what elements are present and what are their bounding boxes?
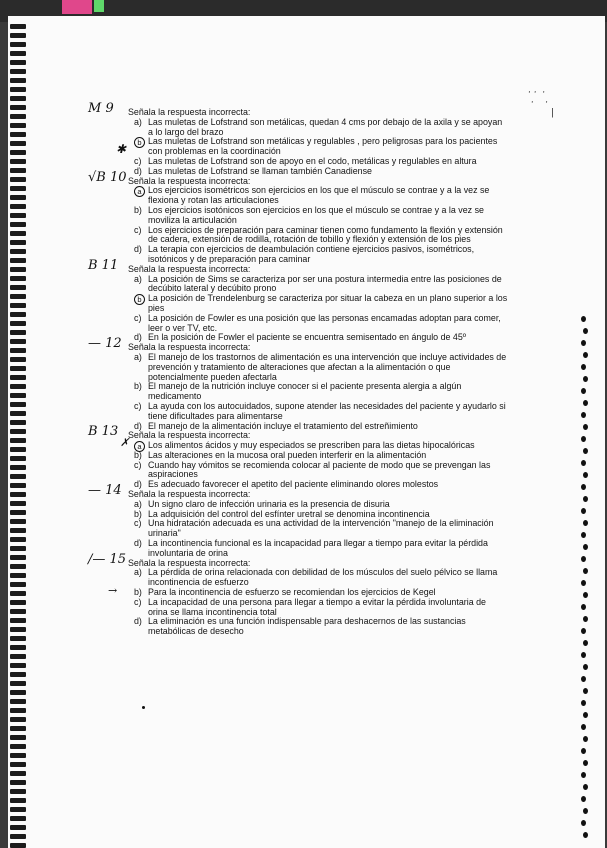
spiral-ring bbox=[10, 672, 26, 677]
option-text: La posición de Trendelenburg se caracteriza por situar la cabeza en un plano superior a los pies bbox=[148, 293, 508, 313]
option-label: d) bbox=[134, 165, 142, 176]
spiral-ring bbox=[10, 114, 26, 119]
option-text: La terapia con ejercicios de deambulación contiene ejercicios pasivos, isométricos, isotónicos y de preparación para caminar bbox=[148, 244, 475, 264]
spiral-ring bbox=[10, 168, 26, 173]
spiral-ring bbox=[10, 780, 26, 785]
spiral-ring bbox=[10, 303, 26, 308]
punch-hole bbox=[583, 784, 588, 790]
punch-hole bbox=[583, 352, 588, 358]
spiral-ring bbox=[10, 438, 26, 443]
punch-hole bbox=[581, 316, 586, 322]
spiral-ring bbox=[10, 366, 26, 371]
pink-tab bbox=[62, 0, 92, 14]
punch-hole bbox=[583, 544, 588, 550]
option-text: El manejo de la alimentación incluye el tratamiento del estreñimiento bbox=[148, 420, 418, 431]
option-text: La pérdida de orina relacionada con debilidad de los músculos del suelo pélvico se llama incontinencia de esfuerzo bbox=[148, 567, 498, 588]
spiral-ring bbox=[10, 555, 26, 560]
option-text: La adquisición del control del esfínter uretral se denomina incontinencia bbox=[148, 508, 430, 519]
punch-hole bbox=[581, 628, 586, 634]
punch-hole bbox=[583, 328, 588, 334]
option-label: c) bbox=[134, 596, 142, 607]
punch-hole bbox=[581, 388, 586, 394]
answer-option bbox=[88, 519, 508, 539]
answer-option bbox=[88, 617, 508, 637]
punch-hole bbox=[581, 556, 586, 562]
spiral-ring bbox=[10, 141, 26, 146]
spiral-ring bbox=[10, 105, 26, 110]
spiral-ring bbox=[10, 330, 26, 335]
answer-option bbox=[88, 137, 508, 157]
spiral-ring bbox=[10, 681, 26, 686]
spiral-ring bbox=[10, 663, 26, 668]
option-text: Las muletas de Lofstrand son de apoyo en el codo, metálicas y regulables en altura bbox=[148, 155, 477, 166]
spiral-ring bbox=[10, 78, 26, 83]
spiral-ring bbox=[10, 60, 26, 65]
option-label: a) bbox=[134, 498, 142, 509]
punch-hole bbox=[583, 400, 588, 406]
spiral-ring bbox=[10, 582, 26, 587]
option-label: a) bbox=[134, 351, 142, 362]
cross-mark-icon: ✗ bbox=[120, 436, 130, 449]
spiral-ring bbox=[10, 600, 26, 605]
punch-hole bbox=[581, 796, 586, 802]
handwritten-question-number: — 12 bbox=[88, 336, 122, 352]
spiral-ring bbox=[10, 258, 26, 263]
punch-hole bbox=[583, 376, 588, 382]
option-text: La eliminación es una función indispensable para deshacernos de las sustancias metabólicas de desecho bbox=[148, 616, 466, 637]
answer-option bbox=[88, 402, 508, 422]
spiral-ring bbox=[10, 645, 26, 650]
spiral-ring bbox=[10, 474, 26, 479]
spiral-ring bbox=[10, 51, 26, 56]
punch-hole bbox=[583, 472, 588, 478]
spiral-ring bbox=[10, 87, 26, 92]
option-text: Las muletas de Lofstrand se llaman también Canadiense bbox=[148, 165, 372, 176]
option-label: a) bbox=[134, 273, 142, 284]
question-block bbox=[88, 551, 508, 637]
spiral-ring bbox=[10, 177, 26, 182]
spiral-ring bbox=[10, 33, 26, 38]
spiral-ring bbox=[10, 294, 26, 299]
answer-option bbox=[88, 461, 508, 481]
option-label: c) bbox=[134, 518, 142, 529]
option-text: Los ejercicios de preparación para caminar tienen como fundamento la flexión y extensión de cadera, extensión de rodilla, rotación de tobillo y flexión y extensión de los pies bbox=[148, 224, 503, 245]
handwritten-question-number: B 13 bbox=[88, 424, 119, 440]
question-stem: Señala la respuesta incorrecta: bbox=[128, 489, 251, 500]
option-text: Los alimentos ácidos y muy especiados se prescriben para las dietas hipocalóricas bbox=[148, 440, 475, 451]
option-text: Las alteraciones en la mucosa oral pueden interferir en la alimentación bbox=[148, 449, 427, 460]
spiral-ring bbox=[10, 357, 26, 362]
spiral-ring bbox=[10, 339, 26, 344]
answer-option bbox=[88, 294, 508, 314]
option-text: Las muletas de Lofstrand son metálicas, quedan 4 cms por debajo de la axila y se apoyan a lo largo del brazo bbox=[148, 116, 503, 137]
spiral-ring bbox=[10, 501, 26, 506]
punch-hole bbox=[581, 532, 586, 538]
punch-hole bbox=[581, 340, 586, 346]
spiral-ring bbox=[10, 771, 26, 776]
answer-option bbox=[88, 186, 508, 206]
spiral-ring bbox=[10, 690, 26, 695]
punch-hole bbox=[581, 820, 586, 826]
option-label: b) bbox=[134, 587, 142, 598]
spiral-ring bbox=[10, 564, 26, 569]
spiral-ring bbox=[10, 447, 26, 452]
option-label: b) bbox=[134, 449, 142, 460]
spiral-ring bbox=[10, 159, 26, 164]
answer-option bbox=[88, 118, 508, 138]
option-label: d) bbox=[134, 332, 142, 343]
option-label: c) bbox=[134, 155, 142, 166]
spiral-ring bbox=[10, 798, 26, 803]
spiral-ring bbox=[10, 789, 26, 794]
option-text: Para la incontinencia de esfuerzo se recomiendan los ejercicios de Kegel bbox=[148, 587, 436, 598]
option-label: d) bbox=[134, 616, 142, 627]
option-text: En la posición de Fowler el paciente se encuentra semisentado en ángulo de 45º bbox=[148, 332, 467, 343]
spiral-ring bbox=[10, 744, 26, 749]
option-text: Es adecuado favorecer el apetito del paciente eliminando olores molestos bbox=[148, 479, 439, 490]
spiral-ring bbox=[10, 240, 26, 245]
option-label: c) bbox=[134, 312, 142, 323]
spiral-ring bbox=[10, 483, 26, 488]
punch-hole bbox=[583, 712, 588, 718]
option-label: b) bbox=[134, 204, 142, 215]
spiral-ring bbox=[10, 627, 26, 632]
spiral-ring bbox=[10, 231, 26, 236]
spiral-ring bbox=[10, 132, 26, 137]
punch-hole bbox=[583, 808, 588, 814]
punch-hole bbox=[583, 736, 588, 742]
question-stem: Señala la respuesta incorrecta: bbox=[128, 263, 251, 274]
punch-hole bbox=[583, 568, 588, 574]
punch-hole bbox=[583, 592, 588, 598]
circled-option-label: a bbox=[134, 441, 145, 452]
spiral-ring bbox=[10, 213, 26, 218]
option-label: b) bbox=[134, 508, 142, 519]
answer-option bbox=[88, 353, 508, 382]
option-text: Una hidratación adecuada es una actividad de la intervención "manejo de la eliminación urinaria" bbox=[148, 518, 494, 539]
punch-hole bbox=[581, 412, 586, 418]
punch-hole bbox=[581, 652, 586, 658]
option-text: La posición de Sims se caracteriza por ser una postura intermedia entre las posiciones de decúbito lateral y decúbito prono bbox=[148, 273, 502, 294]
question-stem: Señala la respuesta incorrecta: bbox=[128, 175, 251, 186]
option-text: Los ejercicios isotónicos son ejercicios en los que el músculo se contrae y a la vez se moviliza la articulación bbox=[148, 204, 484, 225]
spiral-ring bbox=[10, 411, 26, 416]
option-text: La ayuda con los autocuidados, supone atender las necesidades del paciente y ayudarlo si tiene dificultades para alimentarse bbox=[148, 400, 506, 421]
spiral-ring bbox=[10, 834, 26, 839]
answer-option bbox=[88, 245, 508, 265]
spiral-ring bbox=[10, 762, 26, 767]
spiral-ring bbox=[10, 843, 26, 848]
spiral-ring bbox=[10, 717, 26, 722]
option-text: La posición de Fowler es una posición que las personas encamadas adoptan para comer, leer o ver TV, etc. bbox=[148, 312, 501, 333]
spiral-ring bbox=[10, 456, 26, 461]
spiral-ring bbox=[10, 204, 26, 209]
punch-holes bbox=[581, 16, 591, 848]
answer-option bbox=[88, 206, 508, 226]
spiral-ring bbox=[10, 384, 26, 389]
asterisk-mark-icon: ✱ bbox=[116, 142, 127, 156]
spiral-ring bbox=[10, 492, 26, 497]
spiral-ring bbox=[10, 537, 26, 542]
question-stem: Señala la respuesta incorrecta: bbox=[128, 107, 251, 117]
punch-hole bbox=[581, 484, 586, 490]
spiral-ring bbox=[10, 510, 26, 515]
spiral-ring bbox=[10, 816, 26, 821]
option-label: d) bbox=[134, 479, 142, 490]
option-text: Cuando hay vómitos se recomienda colocar al paciente de modo que se prevengan las aspiraciones bbox=[148, 459, 491, 480]
circled-option-label: b bbox=[134, 294, 145, 305]
handwritten-question-number: /— 15 bbox=[88, 551, 127, 567]
option-label: d) bbox=[134, 420, 142, 431]
spiral-ring bbox=[10, 807, 26, 812]
option-text: Las muletas de Lofstrand son metálicas y regulables , pero peligrosas para los pacientes con problemas en la coordinación bbox=[148, 136, 498, 157]
punch-hole bbox=[581, 772, 586, 778]
option-text: Un signo claro de infección urinaria es la presencia de disuria bbox=[148, 498, 390, 509]
spiral-ring bbox=[10, 348, 26, 353]
punch-hole bbox=[583, 832, 588, 838]
punch-hole bbox=[581, 580, 586, 586]
punch-hole bbox=[583, 688, 588, 694]
option-text: El manejo de los trastornos de alimentación es una intervención que incluye actividades de prevención y tratamiento de alteraciones que afectan a la alimentación o que potencialmente pueden afectarla bbox=[148, 351, 507, 382]
option-text: La incapacidad de una persona para llegar a tiempo a evitar la pérdida involuntaria de orina se llama incontinencia total bbox=[148, 596, 486, 617]
spiral-ring bbox=[10, 753, 26, 758]
question-block bbox=[88, 101, 508, 177]
spiral-ring bbox=[10, 222, 26, 227]
spiral-ring bbox=[10, 375, 26, 380]
answer-option bbox=[88, 539, 508, 559]
option-label: b) bbox=[134, 381, 142, 392]
answer-option bbox=[88, 226, 508, 246]
question-stem: Señala la respuesta incorrecta: bbox=[128, 342, 251, 353]
option-text: Los ejercicios isométricos son ejercicios en los que el músculo se contrae y a la vez se flexiona y rotan las articulaciones bbox=[148, 185, 490, 206]
spiral-ring bbox=[10, 735, 26, 740]
handwritten-question-number: √B 10 bbox=[88, 169, 127, 185]
option-label: d) bbox=[134, 244, 142, 255]
spiral-ring bbox=[10, 267, 26, 272]
answer-option bbox=[88, 382, 508, 402]
question-stem: Señala la respuesta incorrecta: bbox=[128, 557, 251, 568]
spiral-ring bbox=[10, 195, 26, 200]
spiral-ring bbox=[10, 699, 26, 704]
spiral-ring bbox=[10, 465, 26, 470]
option-text: El manejo de la nutrición incluye conocer si el paciente presenta alergia a algún medicamento bbox=[148, 381, 462, 402]
ink-scribble-icon: · · · · · | bbox=[528, 88, 554, 118]
spiral-ring bbox=[10, 708, 26, 713]
punch-hole bbox=[581, 364, 586, 370]
spiral-ring bbox=[10, 402, 26, 407]
spiral-ring bbox=[10, 24, 26, 29]
green-tab bbox=[94, 0, 104, 12]
punch-hole bbox=[583, 496, 588, 502]
answer-option bbox=[88, 314, 508, 334]
ink-dot bbox=[142, 706, 145, 709]
spiral-ring bbox=[10, 519, 26, 524]
punch-hole bbox=[583, 424, 588, 430]
spiral-ring bbox=[10, 609, 26, 614]
spiral-ring bbox=[10, 96, 26, 101]
spiral-ring bbox=[10, 546, 26, 551]
punch-hole bbox=[583, 616, 588, 622]
spiral-ring bbox=[10, 285, 26, 290]
spiral-ring bbox=[10, 825, 26, 830]
punch-hole bbox=[581, 700, 586, 706]
spiral-ring bbox=[10, 150, 26, 155]
spiral-ring bbox=[10, 186, 26, 191]
arrow-mark-icon: → bbox=[108, 584, 118, 597]
spiral-ring bbox=[10, 618, 26, 623]
spiral-ring bbox=[10, 42, 26, 47]
question-block bbox=[88, 257, 508, 343]
option-label: a) bbox=[134, 567, 142, 578]
punch-hole bbox=[583, 448, 588, 454]
punch-hole bbox=[581, 748, 586, 754]
spiral-ring bbox=[10, 393, 26, 398]
answer-option bbox=[88, 598, 508, 618]
spiral-ring bbox=[10, 591, 26, 596]
spiral-ring bbox=[10, 726, 26, 731]
circled-option-label: b bbox=[134, 137, 145, 148]
spiral-ring bbox=[10, 321, 26, 326]
punch-hole bbox=[583, 664, 588, 670]
handwritten-question-number: — 14 bbox=[88, 483, 122, 499]
spiral-ring bbox=[10, 123, 26, 128]
answer-option bbox=[88, 275, 508, 295]
spiral-ring bbox=[10, 249, 26, 254]
handwritten-question-number: M 9 bbox=[88, 101, 114, 116]
punch-hole bbox=[581, 604, 586, 610]
circled-option-label: a bbox=[134, 186, 145, 197]
spiral-ring bbox=[10, 312, 26, 317]
punch-hole bbox=[583, 640, 588, 646]
spiral-ring bbox=[10, 69, 26, 74]
spiral-ring bbox=[10, 654, 26, 659]
punch-hole bbox=[583, 760, 588, 766]
spiral-ring bbox=[10, 528, 26, 533]
option-text: La incontinencia funcional es la incapacidad para llegar a tiempo para evitar la pérdida involuntaria de orina bbox=[148, 538, 488, 558]
answer-option bbox=[88, 568, 508, 588]
option-label: a) bbox=[134, 116, 142, 127]
punch-hole bbox=[581, 460, 586, 466]
option-label: c) bbox=[134, 459, 142, 470]
spiral-ring bbox=[10, 429, 26, 434]
option-label: d) bbox=[134, 538, 142, 549]
spiral-binding bbox=[8, 16, 30, 848]
option-label: c) bbox=[134, 400, 142, 411]
punch-hole bbox=[581, 436, 586, 442]
question-stem: Señala la respuesta incorrecta: bbox=[128, 430, 251, 441]
punch-hole bbox=[581, 676, 586, 682]
notebook-page bbox=[8, 16, 605, 848]
spiral-ring bbox=[10, 276, 26, 281]
punch-hole bbox=[581, 508, 586, 514]
spiral-ring bbox=[10, 420, 26, 425]
punch-hole bbox=[583, 520, 588, 526]
spiral-ring bbox=[10, 636, 26, 641]
punch-hole bbox=[581, 724, 586, 730]
option-label: c) bbox=[134, 224, 142, 235]
spiral-ring bbox=[10, 573, 26, 578]
handwritten-question-number: B 11 bbox=[88, 257, 119, 273]
question-list bbox=[88, 101, 508, 637]
